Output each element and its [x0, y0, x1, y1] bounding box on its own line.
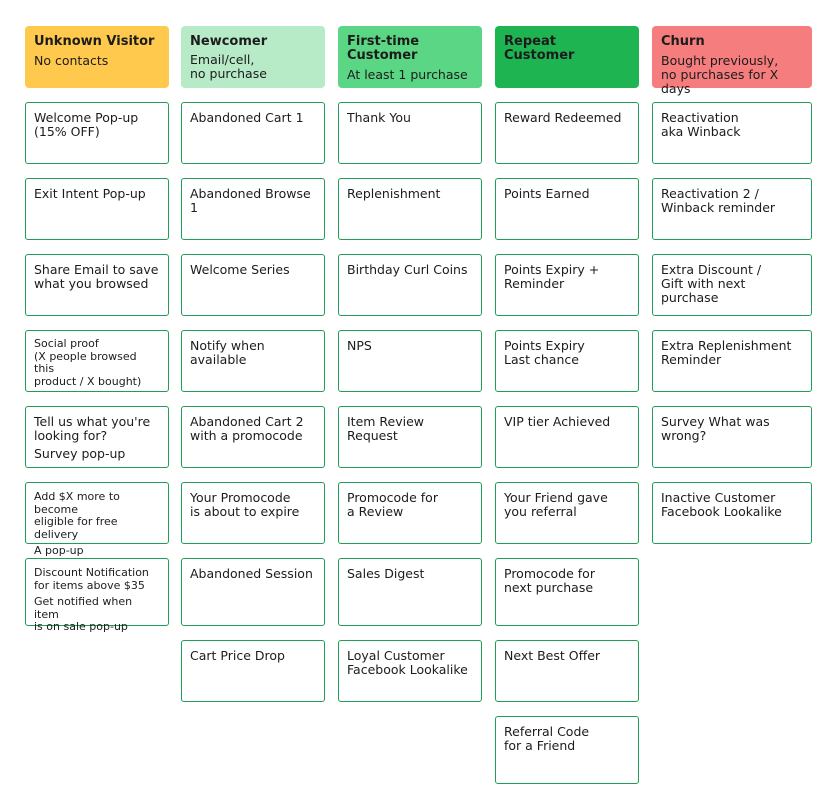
- column-churn: [652, 26, 812, 519]
- card-text: Discount Notification for items above $35: [34, 566, 149, 592]
- card-thank-you: [338, 102, 482, 164]
- card-social-proof: [25, 330, 169, 392]
- column-newcomer: [181, 26, 325, 663]
- column-title: Repeat Customer: [504, 34, 575, 63]
- card-survey-popup: [25, 406, 169, 468]
- card-abandoned-browse-1: [181, 178, 325, 240]
- card-text: Extra Replenishment Reminder: [661, 338, 792, 367]
- card-promocode-expire: [181, 482, 325, 544]
- card-vip-tier-achieved: [495, 406, 639, 468]
- card-text: Points Expiry + Reminder: [504, 262, 600, 291]
- card-abandoned-cart-2: [181, 406, 325, 468]
- card-text: Notify when available: [190, 338, 265, 367]
- card-text: Extra Discount / Gift with next purchase: [661, 262, 762, 305]
- card-extra-text: Survey pop-up: [34, 446, 126, 461]
- card-replenishment: [338, 178, 482, 240]
- card-text: Cart Price Drop: [190, 648, 285, 663]
- card-text: Item Review Request: [347, 414, 425, 443]
- card-text: Your Promocode is about to expire: [190, 490, 300, 519]
- card-reactivation-winback: [652, 102, 812, 164]
- card-friend-referral: [495, 482, 639, 544]
- card-text: Abandoned Session: [190, 566, 313, 581]
- card-text: Your Friend gave you referral: [504, 490, 608, 519]
- card-text: Birthday Curl Coins: [347, 262, 468, 277]
- column-subtitle: Email/cell, no purchase: [190, 52, 267, 81]
- card-item-review-request: [338, 406, 482, 468]
- card-points-expiry-last-chance: [495, 330, 639, 392]
- card-text: Exit Intent Pop-up: [34, 186, 146, 201]
- card-reward-redeemed: [495, 102, 639, 164]
- card-inactive-customer-lookalike: [652, 482, 812, 544]
- card-text: Points Earned: [504, 186, 590, 201]
- card-points-earned: [495, 178, 639, 240]
- card-text: Welcome Series: [190, 262, 290, 277]
- card-text: NPS: [347, 338, 372, 353]
- card-extra-replenishment: [652, 330, 812, 392]
- column-title: Unknown Visitor: [34, 34, 155, 49]
- card-notify-when-available: [181, 330, 325, 392]
- card-text: Welcome Pop-up (15% OFF): [34, 110, 139, 139]
- card-text: Reward Redeemed: [504, 110, 622, 125]
- column-unknown-visitor: [25, 26, 169, 633]
- card-text: Referral Code for a Friend: [504, 724, 590, 753]
- card-text: Tell us what you're looking for?: [34, 414, 151, 443]
- card-text: Next Best Offer: [504, 648, 601, 663]
- column-subtitle: No contacts: [34, 53, 109, 68]
- card-extra-text: Get notified when item is on sale pop-up: [34, 595, 133, 633]
- column-header-churn: [652, 26, 812, 96]
- card-survey-what-wrong: [652, 406, 812, 468]
- card-extra-text: A pop-up: [34, 544, 84, 557]
- column-header-repeat-customer: [495, 26, 639, 88]
- card-extra-discount-gift: [652, 254, 812, 316]
- card-promocode-next-purchase: [495, 558, 639, 626]
- card-text: Thank You: [347, 110, 411, 125]
- card-text: Inactive Customer Facebook Lookalike: [661, 490, 782, 519]
- card-reactivation-2: [652, 178, 812, 240]
- column-title: First-time Customer: [347, 34, 420, 63]
- card-text: Points Expiry Last chance: [504, 338, 585, 367]
- card-birthday-curl-coins: [338, 254, 482, 316]
- card-text: Social proof (X people browsed this product / X bought): [34, 337, 142, 388]
- card-exit-intent-popup: [25, 178, 169, 240]
- column-header-unknown-visitor: [25, 26, 169, 88]
- card-abandoned-cart-1: [181, 102, 325, 164]
- card-text: Promocode for a Review: [347, 490, 438, 519]
- card-abandoned-session: [181, 558, 325, 626]
- card-loyal-customer-lookalike: [338, 640, 482, 702]
- card-text: Sales Digest: [347, 566, 425, 581]
- card-text: Reactivation 2 / Winback reminder: [661, 186, 776, 215]
- card-text: Replenishment: [347, 186, 441, 201]
- column-subtitle: Bought previously, no purchases for X days: [661, 53, 779, 96]
- column-repeat-customer: [495, 26, 639, 753]
- card-nps: [338, 330, 482, 392]
- column-header-first-time-customer: [338, 26, 482, 88]
- card-text: Abandoned Cart 2 with a promocode: [190, 414, 304, 443]
- card-text: Abandoned Browse 1: [190, 186, 311, 215]
- card-text: VIP tier Achieved: [504, 414, 611, 429]
- card-text: Survey What was wrong?: [661, 414, 770, 443]
- card-referral-code-friend: [495, 716, 639, 784]
- card-text: Reactivation aka Winback: [661, 110, 741, 139]
- card-discount-notification: [25, 558, 169, 633]
- card-free-delivery-popup: [25, 482, 169, 557]
- card-welcome-series: [181, 254, 325, 316]
- card-cart-price-drop: [181, 640, 325, 702]
- card-text: Share Email to save what you browsed: [34, 262, 159, 291]
- card-next-best-offer: [495, 640, 639, 702]
- column-title: Newcomer: [190, 34, 268, 49]
- card-welcome-popup: [25, 102, 169, 164]
- card-text: Loyal Customer Facebook Lookalike: [347, 648, 468, 677]
- card-promocode-review: [338, 482, 482, 544]
- column-subtitle: At least 1 purchase: [347, 67, 468, 82]
- card-text: Add $X more to become eligible for free delivery: [34, 490, 120, 541]
- card-sales-digest: [338, 558, 482, 626]
- card-text: Abandoned Cart 1: [190, 110, 304, 125]
- column-title: Churn: [661, 34, 705, 49]
- column-header-newcomer: [181, 26, 325, 88]
- card-share-email: [25, 254, 169, 316]
- card-points-expiry-reminder: [495, 254, 639, 316]
- card-text: Promocode for next purchase: [504, 566, 595, 595]
- column-first-time-customer: [338, 26, 482, 677]
